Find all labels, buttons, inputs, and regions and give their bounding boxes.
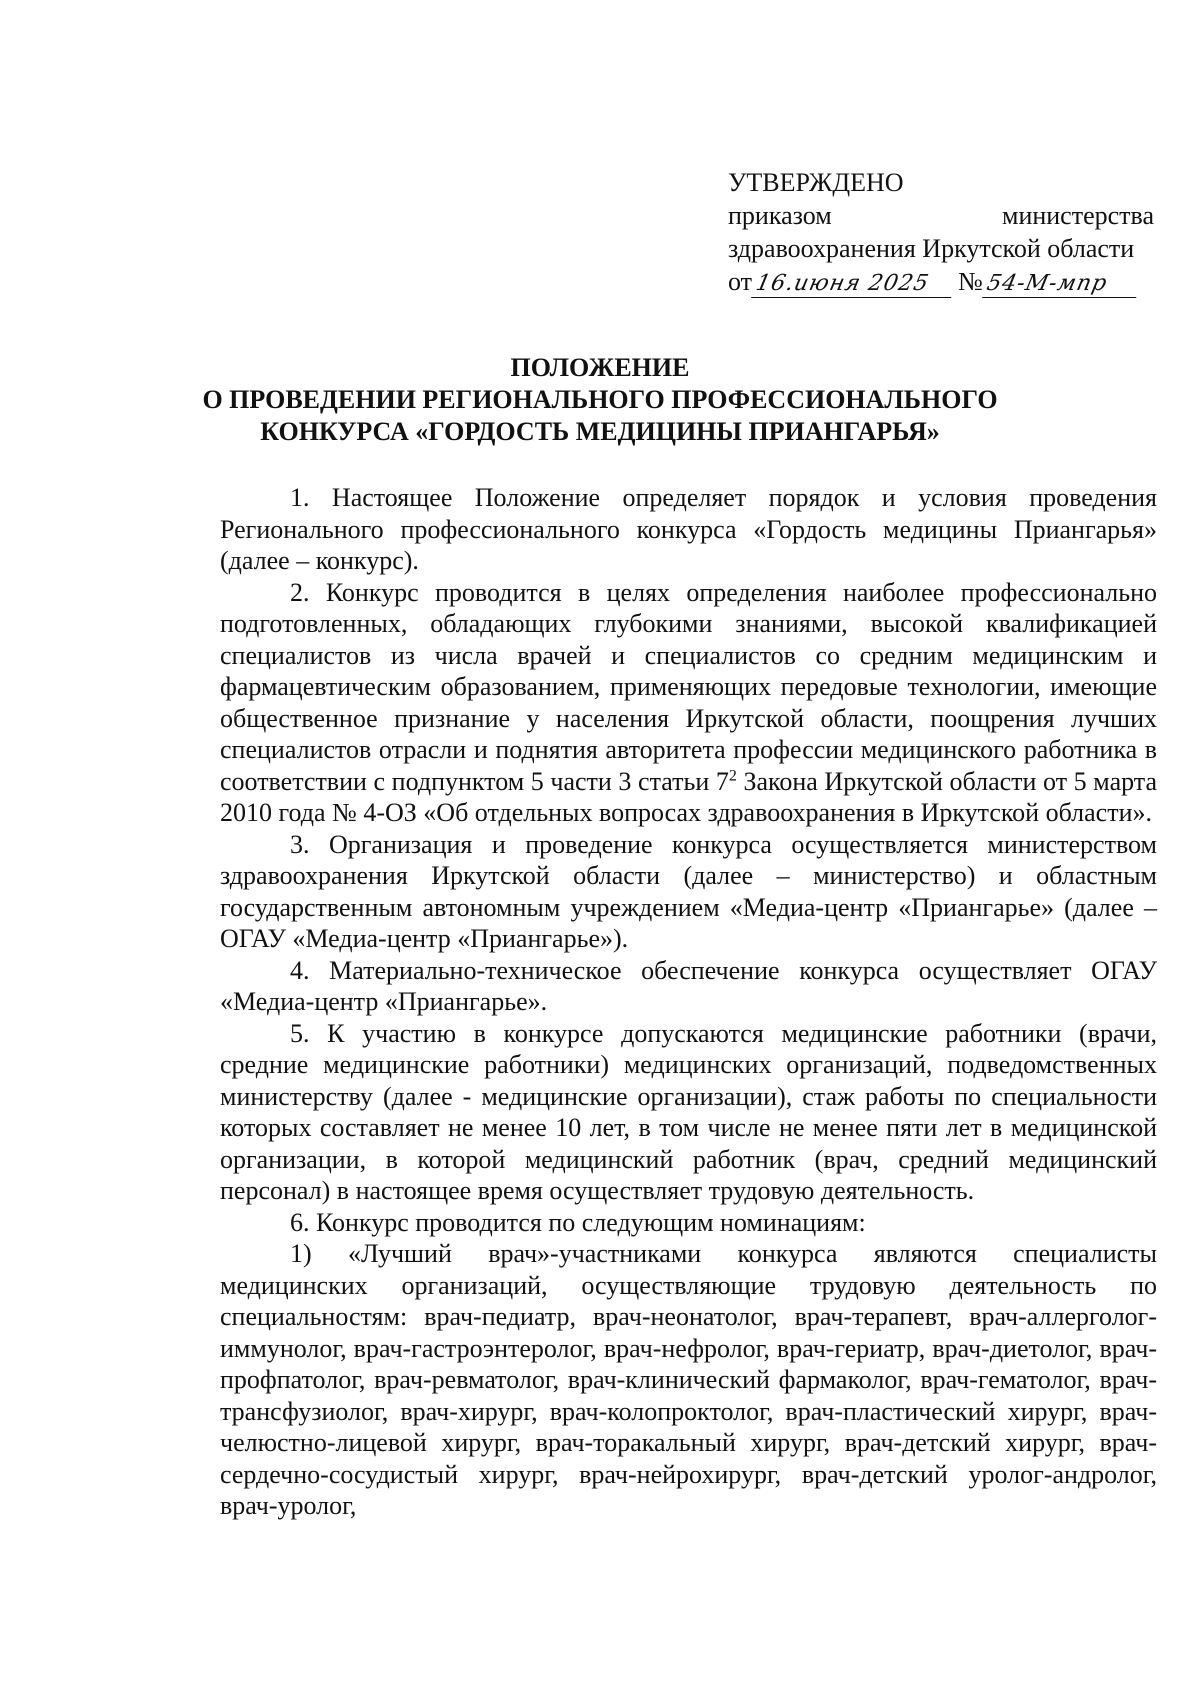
paragraph-2-superscript: 2 (728, 766, 737, 784)
paragraph-2-text-b: Закона Иркутской области от 5 марта 2010 года № 4-ОЗ «Об отдельных вопросах здравоохранения в Иркутской области». (220, 766, 1157, 827)
title-line-2: О ПРОВЕДЕНИИ РЕГИОНАЛЬНОГО ПРОФЕССИОНАЛЬНОГО (202, 385, 998, 414)
approval-heading: УТВЕРЖДЕНО (728, 168, 904, 197)
approval-ministry-line: здравоохранения Иркутской области (728, 234, 1135, 263)
approval-ministry-word: министерства (1001, 201, 1154, 230)
paragraph-6: 6. Конкурс проводится по следующим номинациям: (290, 1207, 866, 1237)
approval-order-word: приказом (728, 201, 832, 230)
number-label: № (958, 267, 983, 296)
approval-date-number-line (728, 265, 1154, 298)
paragraph-1: 1. Настоящее Положение определяет порядок и условия проведения Регионального профессионального конкурса «Гордость медицины Приангарья» (далее – конкурс). (220, 483, 1157, 575)
handwritten-number: 54-М-мпр (982, 271, 1142, 298)
paragraph-3: 3. Организация и проведение конкурса осуществляется министерством здравоохранения Иркутской области (далее – министерство) и областным государственным автономным учреждением «Медиа-центр «Приангарье» (далее – ОГАУ «Медиа-центр «Приангарье»). (220, 829, 1157, 953)
paragraph-7: 1) «Лучший врач»-участниками конкурса являются специалисты медицинских организаций, осуществляющие трудовую деятельность по специальностям: врач-педиатр, врач-неонатолог, врач-терапевт, врач-аллерголог-иммунолог, врач-гастроэнтеролог, врач-нефролог, врач-гериатр, врач-диетолог, врач-профпатолог, врач-ревматолог, врач-клинический фармаколог, врач-гематолог, врач-трансфузиолог, врач-хирург, врач-колопроктолог, врач-пластический хирург, врач-челюстно-лицевой хирург, врач-торакальный хирург, врач-детский хирург, врач-сердечно-сосудистый хирург, врач-нейрохирург, врач-детский уролог-андролог, врач-уролог, (220, 1239, 1157, 1520)
paragraph-2 (220, 577, 1157, 829)
paragraph-2-text-a: 2. Конкурс проводится в целях определения наиболее профессионально подготовленных, обладающих глубокими знаниями, высокой квалификацией специалистов из числа врачей и специалистов со средним медицинским и фармацевтическим образованием, применяющих передовые технологии, имеющие общественное признание у населения Иркутской области, поощрения лучших специалистов отрасли и поднятия авторитета профессии медицинского работника в соответствии с подпунктом 5 части 3 статьи 7 (220, 577, 1157, 796)
approval-order-line (728, 199, 1154, 232)
approval-stamp-block (728, 166, 1154, 298)
document-body (220, 482, 1157, 1522)
title-line-1: ПОЛОЖЕНИЕ (510, 353, 690, 382)
handwritten-date: 16.июня 2025 (751, 271, 957, 298)
title-line-3: КОНКУРСА «ГОРДОСТЬ МЕДИЦИНЫ ПРИАНГАРЬЯ» (260, 417, 940, 446)
document-title (200, 352, 1000, 448)
paragraph-4: 4. Материально-техническое обеспечение конкурса осуществляет ОГАУ «Медиа-центр «Приангарье». (220, 955, 1157, 1016)
paragraph-5: 5. К участию в конкурсе допускаются медицинские работники (врачи, средние медицинские работники) медицинских организаций, подведомственных министерству (далее - медицинские организации), стаж работы по специальности которых составляет не менее 10 лет, в том числе не менее пяти лет в медицинской организации, в которой медицинский работник (врач, средний медицинский персонал) в настоящее время осуществляет трудовую деятельность. (220, 1018, 1157, 1205)
from-label: от (728, 267, 753, 296)
